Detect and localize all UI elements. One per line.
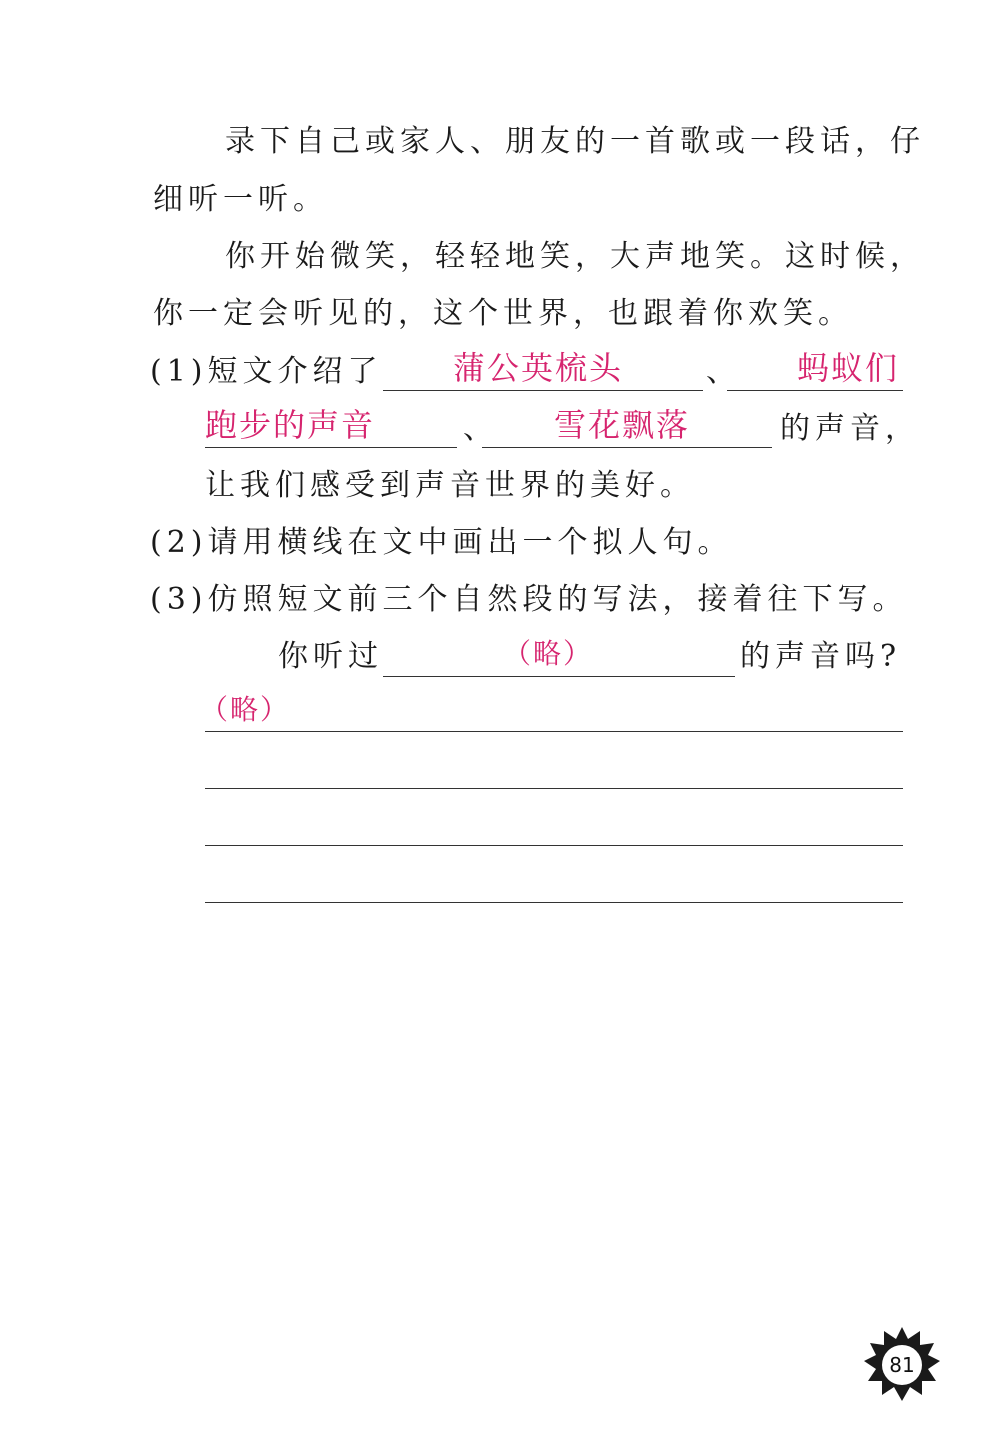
q1-blank-2[interactable] <box>727 350 903 391</box>
passage-line-3: 你开始微笑，轻轻地笑，大声地笑。这时候， <box>225 239 925 274</box>
writing-line-1[interactable] <box>205 731 903 732</box>
q1-separator-2: 、 <box>463 411 498 446</box>
q3-text: (3)仿照短文前三个自然段的写法，接着往下写。 <box>150 582 908 617</box>
q1-separator-1: 、 <box>706 354 741 389</box>
q1-blank-1[interactable] <box>383 350 703 391</box>
writing-line-4[interactable] <box>205 902 903 903</box>
q1-answer-2: 蚂蚁们 <box>797 349 900 387</box>
q3-prompt-blank[interactable] <box>383 636 735 677</box>
q1-answer-3: 跑步的声音 <box>205 406 376 444</box>
q1-suffix: 的声音， <box>780 411 920 446</box>
q1-blank-4[interactable] <box>482 407 772 448</box>
passage-line-4: 你一定会听见的，这个世界，也跟着你欢笑。 <box>153 296 853 331</box>
q2-text: (2)请用横线在文中画出一个拟人句。 <box>150 525 733 560</box>
q1-blank-3[interactable] <box>205 407 457 448</box>
q1-prefix: (1)短文介绍了 <box>150 354 383 389</box>
q3-writing-answer: （略） <box>200 693 291 726</box>
q1-answer-4: 雪花飘落 <box>554 406 691 444</box>
writing-line-2[interactable] <box>205 788 903 789</box>
q3-prompt-answer: （略） <box>503 637 594 670</box>
q1-answer-1: 蒲公英梳头 <box>453 349 624 387</box>
q1-line-3: 让我们感受到声音世界的美好。 <box>205 468 695 503</box>
q3-prompt-suffix: 的声音吗? <box>740 639 902 674</box>
passage-line-2: 细听一听。 <box>153 182 328 217</box>
writing-line-3[interactable] <box>205 845 903 846</box>
page-number-badge <box>862 1325 942 1405</box>
passage-line-1: 录下自己或家人、朋友的一首歌或一段话，仔 <box>225 124 925 159</box>
q3-prompt-prefix: 你听过 <box>278 639 383 674</box>
page-number: 81 <box>889 1353 915 1377</box>
